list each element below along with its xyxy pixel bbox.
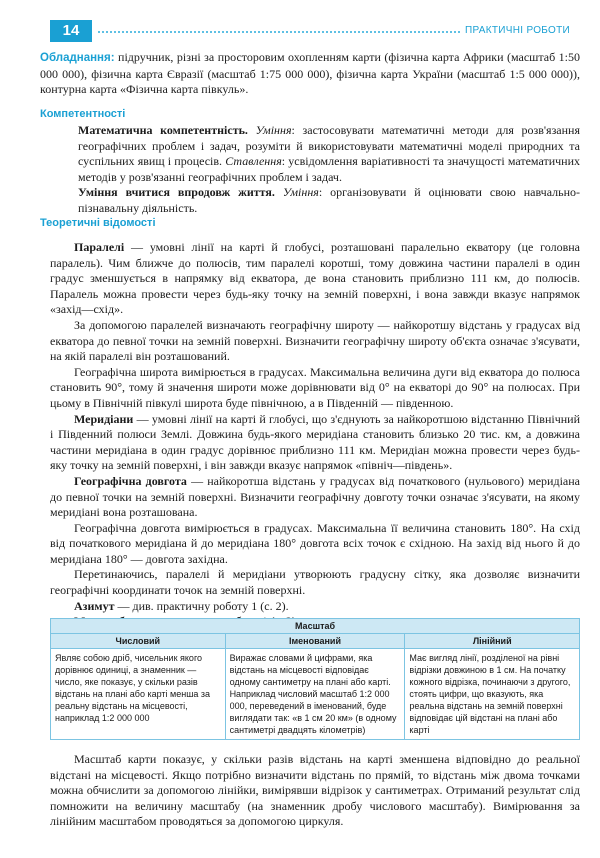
math-attitude-text: : усвідомлення варіативності та значущості математичних методів у розв'язанні географічних проблем і задач. — [78, 154, 581, 184]
math-attitude-label: Ставлення — [225, 154, 282, 168]
latitude-degrees-paragraph: Географічна широта вимірюється в градусах. Максимальна величина дуги від екватора до полюса становить 90°, тому й значення широти може дорівнювати від 0° на екваторі до 90° на полюсах. При цьому в Північній півкулі широта буде північною, а в Південній — південною. — [50, 364, 580, 410]
math-competence-title: Математична компетентність. — [78, 123, 248, 137]
longitude-term: Географічна довгота — [74, 473, 187, 488]
column-header-named: Іменований — [225, 634, 405, 649]
theory-text — [50, 240, 580, 630]
parallels-paragraph — [50, 240, 580, 318]
lifelong-learning — [78, 185, 580, 216]
azimuth-text: — див. практичну роботу 1 (с. 2). — [114, 598, 289, 613]
meridians-paragraph — [50, 412, 580, 474]
equipment-label: Обладнання: — [40, 52, 115, 64]
equipment-text: підручник, різні за просторовим охопленням карти (фізична карта Африки (масштаб 1:50 000 000), фізична карта Євразії (масштаб 1:75 000 000), фізична карта України (масштаб 1:5 000 000)), контурна карта «Фізична карта півкуль». — [40, 50, 581, 96]
grid-paragraph: Перетинаючись, паралелі й меридіани утворюють градусну сітку, яка дозволяє визначити географічні координати точок на земній поверхні. — [50, 567, 580, 598]
header-dotted-rule — [98, 31, 460, 33]
table-cell-named: Виражає словами й цифрами, яка відстань на місцевості відповідає одному сантиметру на плані або карті. Наприклад числовий масштаб 1:2 000 000, переведений в іменований, буде виглядати так: «в 1 см 20 км» (в одному сантиметрі двадцять кілометрів) — [225, 649, 405, 740]
parallels-text: — умовні лінії на карті й глобусі, розташовані паралельно екватору (це головна паралель). Чим ближче до полюсів, тим паралелі коротші, тому довжина частини паралелі в один градус зменшується в напрямку від екватора, де вона становить приблизно 111 км, до полюсів. Паралель можна провести через будь-яку точку на земній поверхні, і вона завжди вказує напрямок «захід—схід». — [50, 240, 580, 317]
longitude-text: — найкоротша відстань у градусах від початкового (нульового) меридіана до певної точки на земній поверхні. Визначити географічну довготу точки означає з'ясувати, на якому меридіані вона розташована. — [50, 473, 580, 520]
column-header-numeric: Числовий — [51, 634, 226, 649]
math-skill-label: Уміння — [255, 123, 292, 137]
scale-table — [50, 618, 580, 740]
scale-explanation — [50, 752, 580, 830]
column-header-linear: Лінійний — [405, 634, 580, 649]
lifelong-learning-title: Уміння вчитися впродовж життя. — [78, 185, 275, 199]
meridians-text: — умовні лінії на карті й глобусі, що з'єднують за найкоротшою відстанню Північний і Південний полюси Землі. Довжина будь-якого меридіана становить близько 20 тис. км, а довжина частини меридіана в один градус дорівнює приблизно 111 км. Меридіан можна провести через будь-яку точку на земній поверхні, і він завжди вказує напрямок «північ—південь». — [50, 411, 580, 473]
competencies-block — [78, 123, 580, 216]
table-cell-numeric: Являє собою дріб, чисельник якого дорівнює одиниці, а знаменник — число, яке показує, у скільки разів відстань на плані або карті менша за реальну відстань на місцевості, наприклад 1:2 000 000 — [51, 649, 226, 740]
scale-table-title: Масштаб — [51, 619, 580, 634]
azimuth-term: Азимут — [74, 598, 115, 613]
math-competence — [78, 123, 580, 185]
scale-explanation-text: Масштаб карти показує, у скільки разів відстань на карті зменшена відповідно до реальної відстані на місцевості. Якщо потрібно визначити відстань по прямій, то відстань між двома точками можна обчислити за допомогою лінійки, вимірявши відрізок у сантиметрах. Отриманий результат слід помножити на величину масштабу (на знаменник дробу числового масштабу). Вимірювання за лінійним масштабом проводяться за допомогою циркуля. — [50, 752, 580, 829]
page-number: 14 — [50, 20, 92, 42]
equipment-paragraph — [40, 50, 580, 98]
table-cell-linear: Має вигляд лінії, розділеної на рівні відрізки довжиною в 1 см. На початку кожного відрізка, починаючи з другого, стоять цифри, що вказують, яка реальна відстань на земній поверхні відповідає цій відстані на плані або карті — [405, 649, 580, 740]
life-skill-label: Уміння — [282, 185, 319, 199]
longitude-paragraph — [50, 474, 580, 521]
azimuth-paragraph — [50, 599, 580, 615]
life-skill-text: : організовувати й оцінювати свою навчально-пізнавальну діяльність. — [78, 185, 581, 215]
section-title: ПРАКТИЧНІ РОБОТИ — [465, 25, 570, 36]
meridians-term: Меридіани — [74, 411, 134, 426]
competencies-heading: Компетентності — [40, 108, 126, 120]
longitude-degrees-paragraph: Географічна довгота вимірюється в градусах. Максимальна її величина становить 180°. На схід від початкового меридіана й до меридіана 180° довгота всіх точок є східною. На захід від нього й до меридіана 180° — довгота західна. — [50, 520, 580, 566]
math-skill-text: : застосовувати математичні методи для розв'язання географічних проблем і задач, розуміти й використовувати математичні моделі природних та суспільних явищ і процесів. — [78, 123, 580, 168]
theory-heading: Теоретичні відомості — [40, 217, 156, 229]
page-header — [50, 20, 570, 42]
parallels-term: Паралелі — [74, 240, 125, 254]
latitude-paragraph: За допомогою паралелей визначають географічну широту — найкоротшу відстань у градусах від екватора до певної точки на земній поверхні. Визначити географічну широту об'єкта означає з'ясувати, на якій паралелі він розташований. — [50, 317, 580, 364]
